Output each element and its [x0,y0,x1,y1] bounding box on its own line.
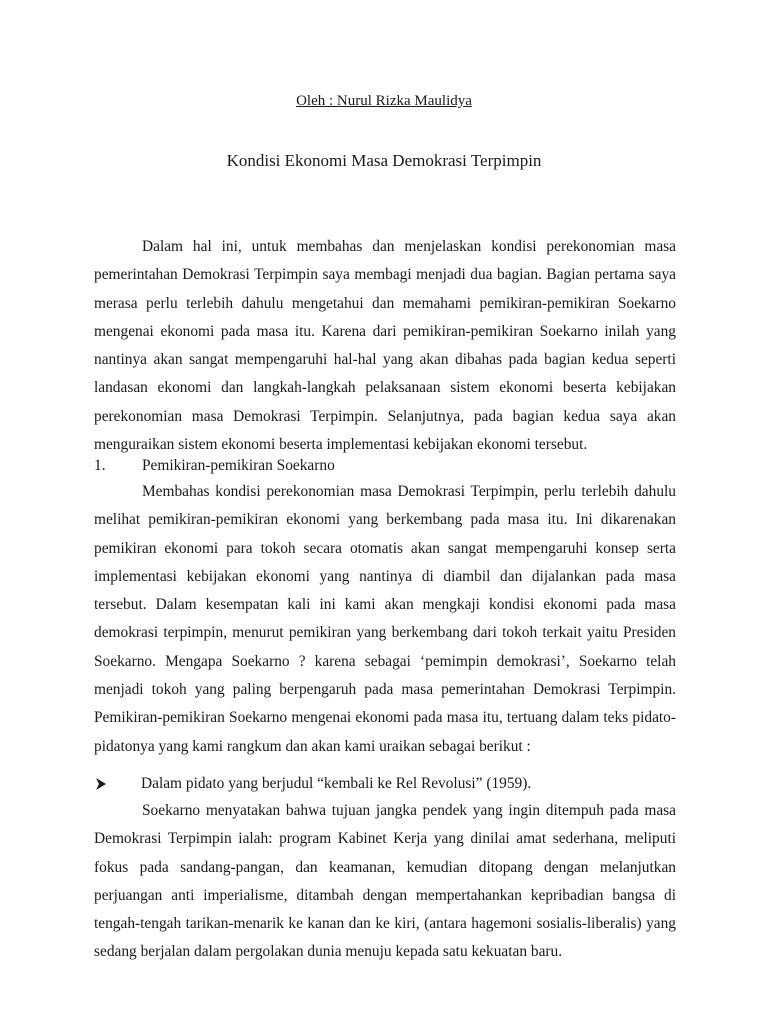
section-paragraph [94,478,676,761]
paragraph-line: mengenai ekonomi pada masa itu. Karena dari pemikiran-pemikiran Soekarno inilah yang [94,322,676,340]
paragraph-line: merasa perlu terlebih dahulu mengetahui dan memahami pemikiran-pemikiran Soekarno [94,294,676,312]
paragraph-line: pemerintahan Demokrasi Terpimpin saya membagi menjadi dua bagian. Bagian pertama saya [94,266,676,284]
paragraph-line: demokrasi terpimpin, menurut pemikiran yang berkembang dari tokoh terkait yaitu Presiden [94,624,676,642]
section-heading [94,452,676,480]
paragraph-line: Dalam hal ini, untuk membahas dan menjelaskan kondisi perekonomian masa [142,238,676,255]
paragraph-line: perjuangan anti imperialisme, ditambah dengan mempertahankan kepribadian bangsa di [94,886,676,904]
paragraph-line: nantinya akan sangat mempengaruhi hal-hal yang akan dibahas pada bagian kedua seperti [94,351,676,369]
document-title: Kondisi Ekonomi Masa Demokrasi Terpimpin [226,151,542,170]
paragraph-line: Soekarno menyatakan bahwa tujuan jangka pendek yang ingin ditempuh pada masa [142,802,676,819]
paragraph-line: Soekarno. Mengapa Soekarno ? karena sebagai ‘pemimpin demokrasi’, Soekarno telah [94,652,676,670]
paragraph-line: Demokrasi Terpimpin ialah: program Kabinet Kerja yang dinilai amat sederhana, meliputi [94,830,676,848]
paragraph-line: Membahas kondisi perekonomian masa Demokrasi Terpimpin, perlu terlebih dahulu [142,483,676,500]
paragraph-line: tersebut. Dalam kesempatan kali ini kami akan mengkaji kondisi ekonomi pada masa [94,596,676,614]
paragraph-line: menjadi tokoh yang paling berpengaruh pada masa pemerintahan Demokrasi Terpimpin. [94,681,676,699]
bullet-paragraph [94,797,676,967]
paragraph-line: implementasi kebijakan ekonomi yang nantinya di diambil dan dijalankan pada masa [94,567,676,585]
paragraph-line: melihat pemikiran-pemikiran ekonomi yang berkembang pada masa itu. Ini dikarenakan [94,511,676,529]
section-number: 1. [94,457,106,474]
section-heading-text: Pemikiran-pemikiran Soekarno [142,457,335,474]
paragraph-line: pidatonya yang kami rangkum dan akan kami uraikan sebagai berikut : [94,737,531,755]
paragraph-line: landasan ekonomi dan langkah-langkah pelaksanaan sistem ekonomi beserta kebijakan [94,379,676,397]
bullet-text: Dalam pidato yang berjudul “kembali ke Rel Revolusi” (1959). [141,775,532,792]
paragraph-line: menguraikan sistem ekonomi beserta implementasi kebijakan ekonomi tersebut. [94,436,588,454]
author-line: Oleh : Nurul Rizka Maulidya [296,93,472,109]
intro-paragraph [94,233,676,459]
paragraph-line: fokus pada sandang-pangan, dan keamanan, kemudian ditopang dengan melanjutkan [94,858,676,876]
paragraph-line: Pemikiran-pemikiran Soekarno mengenai ekonomi pada masa itu, tertuang dalam teks pidato- [94,709,676,727]
bullet-item [94,770,676,798]
paragraph-line: tengah-tengah tarikan-menarik ke kanan dan ke kiri, (antara hagemoni sosialis-liberalis) yang [94,915,676,933]
paragraph-line: pemikiran ekonomi para tokoh secara otomatis akan sangat mempengaruhi konsep serta [94,539,676,557]
paragraph-line: perekonomian masa Demokrasi Terpimpin. Selanjutnya, pada bagian kedua saya akan [94,407,676,425]
paragraph-line: sedang berjalan dalam pergolakan dunia menuju kepada satu kekuatan baru. [94,943,563,961]
